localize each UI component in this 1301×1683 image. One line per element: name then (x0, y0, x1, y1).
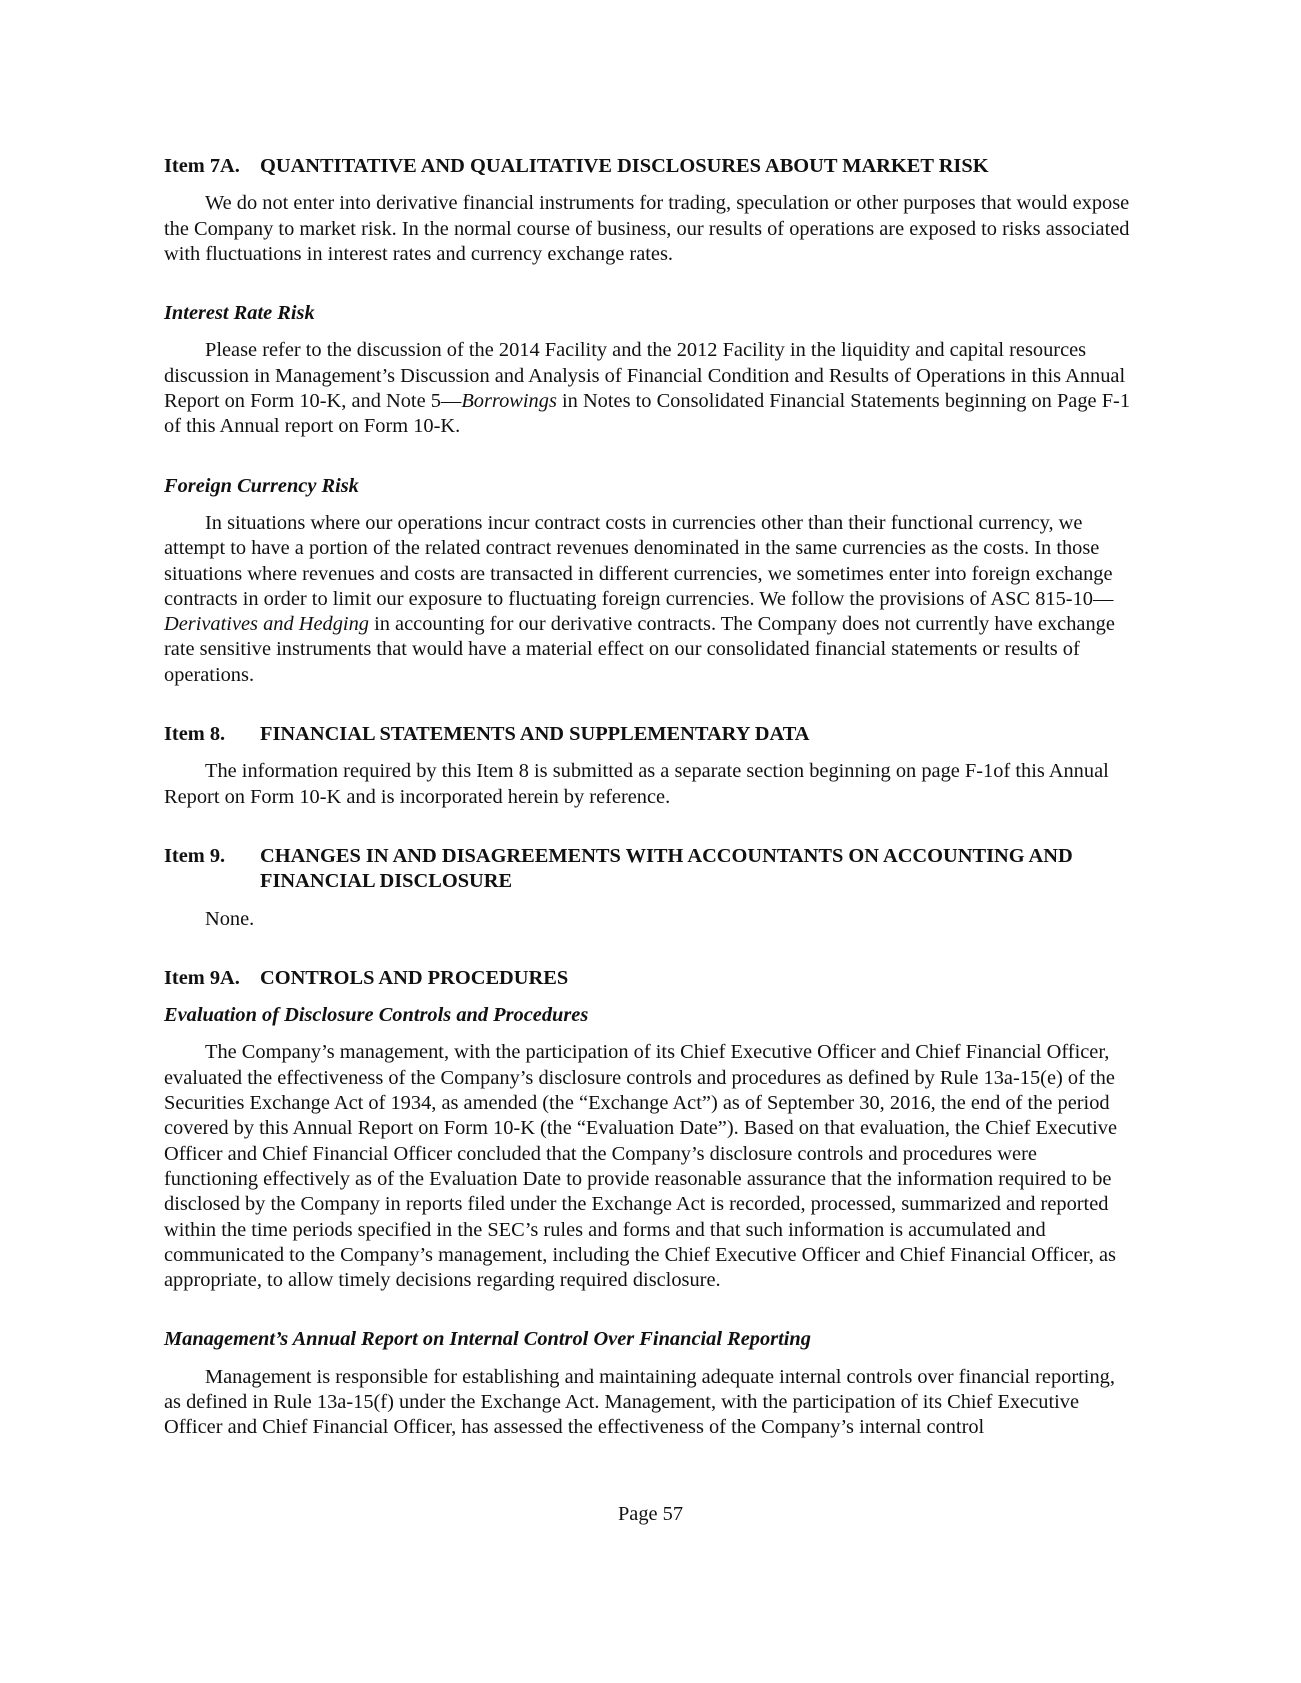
interest-rate-text-b: in Notes to Consolidated Financial Statements beginning on Page F-1 of this Annual report on Form 10-K. (164, 390, 1131, 438)
item-9a-number: Item 9A. (164, 966, 240, 989)
management-report-heading: Management’s Annual Report on Internal Control Over Financial Reporting (164, 1328, 811, 1351)
item-7a-number: Item 7A. (164, 155, 240, 177)
interest-rate-text-italic: Borrowings (461, 390, 557, 413)
item-7a-heading (164, 154, 1134, 179)
item-9-heading (164, 844, 1134, 895)
item-9-number: Item 9. (164, 844, 226, 867)
item-9-title: CHANGES IN AND DISAGREEMENTS WITH ACCOUNTANTS ON ACCOUNTING AND FINANCIAL DISCLOSURE (260, 844, 1073, 893)
foreign-currency-risk-heading: Foreign Currency Risk (164, 474, 359, 497)
item-8-title: FINANCIAL STATEMENTS AND SUPPLEMENTARY DATA (260, 723, 810, 746)
foreign-currency-text-italic: Derivatives and Hedging (164, 613, 369, 636)
foreign-currency-text-a: In situations where our operations incur contract costs in currencies other than their functional currency, we attempt to have a portion of the related contract revenues denominated in the same currencies as the costs. In those situations where revenues and costs are transacted in different currencies, we sometimes enter into foreign exchange contracts in order to limit our exposure to fluctuating foreign currencies. We follow the provisions of ASC 815-10— (164, 511, 1114, 610)
evaluation-heading: Evaluation of Disclosure Controls and Procedures (164, 1004, 589, 1027)
item-7a-title: QUANTITATIVE AND QUALITATIVE DISCLOSURES ABOUT MARKET RISK (260, 155, 989, 177)
item-9-paragraph: None. (205, 907, 255, 930)
interest-rate-risk-paragraph (164, 338, 1134, 439)
item-9a-heading (164, 966, 1134, 991)
item-8-heading (164, 722, 1134, 747)
item-8-number: Item 8. (164, 723, 226, 746)
document-page (164, 154, 1134, 1441)
evaluation-paragraph: The Company’s management, with the participation of its Chief Executive Officer and Chief Financial Officer, evaluated the effectiveness of the Company’s disclosure controls and procedures as defined by Rule 13a-15(e) of the Securities Exchange Act of 1934, as amended (the “Exchange Act”) as of September 30, 2016, the end of the period covered by this Annual Report on Form 10-K (the “Evaluation Date”). Based on that evaluation, the Chief Executive Officer and Chief Financial Officer concluded that the Company’s disclosure controls and procedures were functioning effectively as of the Evaluation Date to provide reasonable assurance that the information required to be disclosed by the Company in reports filed under the Exchange Act is recorded, processed, summarized and reported within the time periods specified in the SEC’s rules and forms and that such information is accumulated and communicated to the Company’s management, including the Chief Executive Officer and Chief Financial Officer, as appropriate, to allow timely decisions regarding required disclosure. (164, 1041, 1117, 1292)
management-report-paragraph: Management is responsible for establishing and maintaining adequate internal controls over financial reporting, as defined in Rule 13a-15(f) under the Exchange Act. Management, with the participation of its Chief Executive Officer and Chief Financial Officer, has assessed the effectiveness of the Company’s internal control (164, 1365, 1115, 1439)
page-number: Page 57 (617, 1503, 684, 1525)
foreign-currency-text-b: in accounting for our derivative contracts. The Company does not currently have exchange rate sensitive instruments that would have a material effect on our consolidated financial statements or results of operations. (164, 613, 1115, 686)
interest-rate-risk-heading: Interest Rate Risk (164, 302, 315, 325)
foreign-currency-risk-paragraph (164, 511, 1134, 688)
item-8-paragraph: The information required by this Item 8 is submitted as a separate section beginning on page F-1of this Annual Report on Form 10-K and is incorporated herein by reference. (164, 760, 1109, 808)
item-7a-paragraph: We do not enter into derivative financial instruments for trading, speculation or other purposes that would expose the Company to market risk. In the normal course of business, our results of operations are exposed to risks associated with fluctuations in interest rates and currency exchange rates. (164, 192, 1130, 265)
interest-rate-text-a: Please refer to the discussion of the 2014 Facility and the 2012 Facility in the liquidity and capital resources discussion in Management’s Discussion and Analysis of Financial Condition and Results of Operations in this Annual Report on Form 10-K, and Note 5— (164, 339, 1126, 413)
item-9a-title: CONTROLS AND PROCEDURES (260, 966, 569, 989)
